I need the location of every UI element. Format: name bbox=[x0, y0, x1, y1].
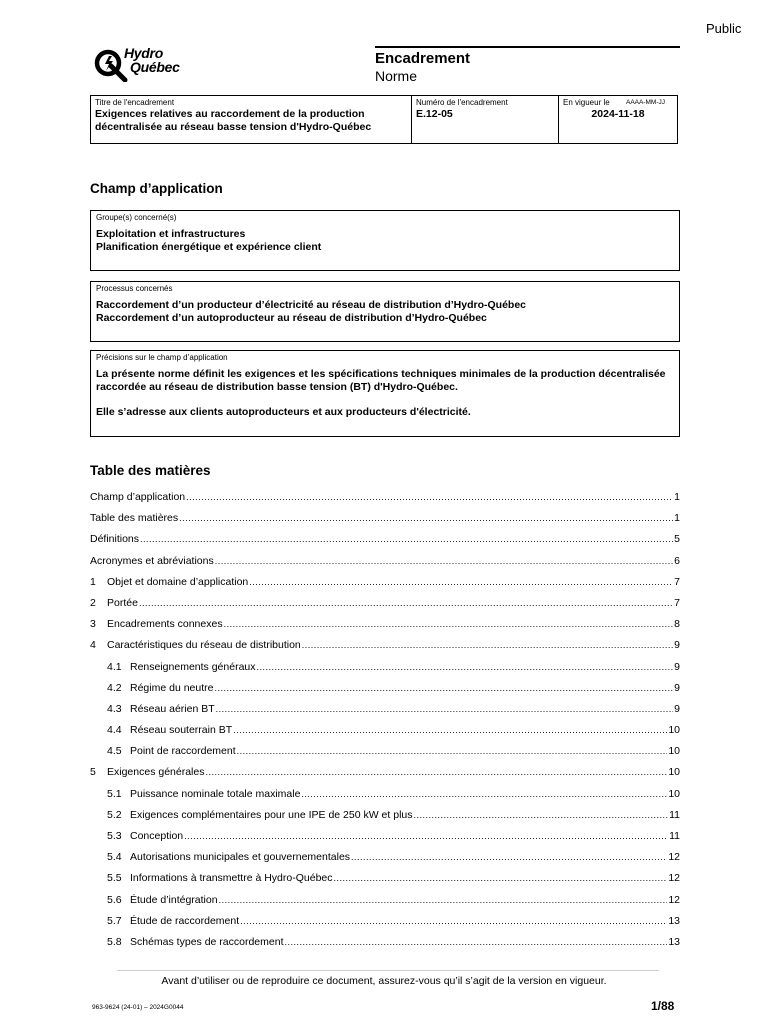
toc-entry[interactable] bbox=[90, 661, 680, 682]
toc-leader-dots bbox=[334, 872, 668, 884]
toc-entry[interactable] bbox=[90, 830, 680, 851]
toc-entry-number: 4.1 bbox=[107, 660, 122, 673]
toc-entry-page: 12 bbox=[668, 893, 680, 906]
toc-entry-number: 5.5 bbox=[107, 872, 122, 885]
toc-entry-page: 1 bbox=[674, 512, 680, 525]
toc-entry-number: 5.7 bbox=[107, 914, 122, 927]
toc-entry-number: 5 bbox=[90, 766, 96, 779]
document-type bbox=[375, 46, 680, 85]
toc-entry-title: Exigences générales bbox=[107, 766, 205, 779]
document-info-table bbox=[90, 95, 678, 144]
table-of-contents bbox=[90, 491, 680, 957]
groups-box bbox=[90, 210, 680, 271]
title-cell bbox=[91, 96, 412, 144]
toc-leader-dots bbox=[205, 766, 667, 778]
toc-entry-number: 4.3 bbox=[107, 702, 122, 715]
details-label: Précisions sur le champ d’application bbox=[96, 353, 228, 362]
toc-entry-page: 13 bbox=[668, 935, 680, 948]
toc-entry-number: 3 bbox=[90, 618, 96, 631]
number-value: E.12-05 bbox=[416, 108, 453, 120]
toc-entry-number: 4.2 bbox=[107, 681, 122, 694]
toc-entry[interactable] bbox=[90, 491, 680, 512]
effective-date: 2024-11-18 bbox=[591, 108, 645, 120]
toc-entry-page: 10 bbox=[668, 787, 680, 800]
classification-label: Public bbox=[706, 21, 742, 36]
toc-entry-page: 7 bbox=[674, 596, 680, 609]
doc-type-title: Encadrement bbox=[375, 50, 471, 67]
toc-leader-dots bbox=[216, 703, 674, 715]
toc-leader-dots bbox=[351, 851, 667, 863]
effective-date-cell bbox=[559, 96, 678, 144]
toc-entry-title: Portée bbox=[107, 596, 138, 609]
title-value: Exigences relatives au raccordement de la production décentralisée au réseau basse tension d'Hydro-Québec bbox=[95, 108, 372, 133]
toc-leader-dots bbox=[257, 661, 674, 673]
logo-line-1: Hydro bbox=[124, 45, 163, 61]
toc-entry[interactable] bbox=[90, 936, 680, 957]
toc-entry-number: 2 bbox=[90, 596, 96, 609]
toc-leader-dots bbox=[233, 724, 667, 736]
toc-entry[interactable] bbox=[90, 766, 680, 787]
date-format: AAAA-MM-JJ bbox=[626, 99, 665, 106]
toc-leader-dots bbox=[249, 576, 673, 588]
toc-entry-page: 10 bbox=[668, 766, 680, 779]
toc-entry-number: 1 bbox=[90, 575, 96, 588]
toc-leader-dots bbox=[302, 639, 673, 651]
toc-entry-page: 13 bbox=[668, 914, 680, 927]
toc-entry-title: Réseau souterrain BT bbox=[130, 724, 233, 737]
toc-entry-page: 9 bbox=[674, 660, 680, 673]
toc-entry-number: 5.4 bbox=[107, 851, 122, 864]
toc-heading: Table des matières bbox=[90, 463, 211, 478]
effective-label: En vigueur le bbox=[563, 98, 610, 107]
toc-entry-number: 4.5 bbox=[107, 745, 122, 758]
toc-entry-page: 1 bbox=[674, 491, 680, 503]
toc-leader-dots bbox=[179, 512, 673, 524]
doc-subtype: Norme bbox=[375, 68, 418, 84]
number-label: Numéro de l'encadrement bbox=[416, 98, 508, 107]
footer-divider bbox=[117, 970, 659, 971]
page-number: 1/88 bbox=[651, 999, 675, 1013]
toc-entry-number: 5.1 bbox=[107, 787, 122, 800]
toc-entry-title: Réseau aérien BT bbox=[130, 702, 215, 715]
toc-entry-page: 9 bbox=[674, 681, 680, 694]
toc-entry[interactable] bbox=[90, 851, 680, 872]
details-paragraph: Elle s’adresse aux clients autoproducteurs et aux producteurs d'électricité. bbox=[96, 406, 471, 418]
toc-entry-title: Table des matières bbox=[90, 512, 179, 525]
process-item: Raccordement d’un autoproducteur au réseau de distribution d’Hydro-Québec bbox=[96, 312, 487, 324]
toc-entry[interactable] bbox=[90, 576, 680, 597]
toc-leader-dots bbox=[139, 597, 673, 609]
toc-entry-page: 9 bbox=[674, 639, 680, 652]
toc-leader-dots bbox=[214, 682, 673, 694]
toc-leader-dots bbox=[184, 830, 668, 842]
toc-entry-page: 11 bbox=[669, 808, 680, 821]
toc-entry-title: Exigences complémentaires pour une IPE de 250 kW et plus bbox=[130, 808, 413, 821]
toc-entry-page: 8 bbox=[674, 618, 680, 631]
toc-leader-dots bbox=[140, 533, 673, 545]
toc-entry[interactable] bbox=[90, 533, 680, 554]
toc-entry-title: Objet et domaine d’application bbox=[107, 575, 249, 588]
toc-entry-number: 4.4 bbox=[107, 724, 122, 737]
toc-entry-title: Étude de raccordement bbox=[130, 914, 240, 927]
toc-leader-dots bbox=[237, 745, 668, 757]
toc-leader-dots bbox=[186, 491, 673, 503]
hydro-quebec-logo bbox=[94, 44, 204, 84]
toc-entry-page: 10 bbox=[668, 745, 680, 758]
toc-entry-page: 11 bbox=[669, 830, 680, 842]
toc-entry[interactable] bbox=[90, 597, 680, 618]
details-paragraph: La présente norme définit les exigences et les spécifications techniques minimales de la production décentralisée raccordée au réseau de distribution basse tension (BT) d'Hydro-Québec. bbox=[96, 368, 666, 393]
toc-entry[interactable] bbox=[90, 745, 680, 766]
toc-entry-title: Schémas types de raccordement bbox=[130, 935, 284, 948]
toc-entry-number: 5.2 bbox=[107, 808, 122, 821]
toc-entry-title: Informations à transmettre à Hydro-Québec bbox=[130, 872, 333, 885]
toc-leader-dots bbox=[219, 894, 668, 906]
toc-entry-title: Encadrements connexes bbox=[107, 618, 223, 631]
toc-leader-dots bbox=[414, 809, 669, 821]
toc-entry-title: Régime du neutre bbox=[130, 681, 214, 694]
toc-entry[interactable] bbox=[90, 724, 680, 745]
toc-entry-title: Conception bbox=[130, 830, 184, 842]
toc-entry-number: 4 bbox=[90, 639, 96, 652]
process-item: Raccordement d’un producteur d’électricité au réseau de distribution d’Hydro-Québec bbox=[96, 299, 526, 311]
logo-line-2: Québec bbox=[130, 59, 180, 75]
toc-entry[interactable] bbox=[90, 555, 680, 576]
footer-note: Avant d’utiliser ou de reproduire ce document, assurez-vous qu’il s’agit de la version en vigueur. bbox=[161, 975, 607, 987]
scope-heading: Champ d’application bbox=[90, 181, 223, 196]
toc-entry-title: Autorisations municipales et gouvernementales bbox=[130, 851, 351, 864]
toc-leader-dots bbox=[224, 618, 674, 630]
toc-entry[interactable] bbox=[90, 788, 680, 809]
processes-label: Processus concernés bbox=[96, 284, 173, 293]
toc-entry[interactable] bbox=[90, 703, 680, 724]
toc-entry[interactable] bbox=[90, 894, 680, 915]
toc-entry-page: 9 bbox=[674, 702, 680, 715]
toc-leader-dots bbox=[215, 555, 673, 567]
toc-leader-dots bbox=[301, 788, 667, 800]
toc-entry-title: Caractéristiques du réseau de distribution bbox=[107, 639, 301, 652]
toc-entry-title: Étude d’intégration bbox=[130, 893, 218, 906]
toc-leader-dots bbox=[285, 936, 668, 948]
groups-label: Groupe(s) concerné(s) bbox=[96, 213, 177, 222]
toc-leader-dots bbox=[240, 915, 667, 927]
toc-entry-title: Champ d’application bbox=[90, 491, 186, 503]
details-box bbox=[90, 350, 680, 437]
toc-entry-page: 10 bbox=[668, 724, 680, 737]
toc-entry[interactable] bbox=[90, 872, 680, 893]
toc-entry[interactable] bbox=[90, 682, 680, 703]
toc-entry-page: 5 bbox=[674, 533, 680, 546]
toc-entry-number: 5.3 bbox=[107, 830, 122, 842]
title-label: Titre de l'encadrement bbox=[95, 98, 175, 107]
toc-entry-title: Définitions bbox=[90, 533, 140, 546]
toc-entry[interactable] bbox=[90, 809, 680, 830]
toc-entry-number: 5.8 bbox=[107, 935, 122, 948]
form-code: 963-9624 (24-01) – 2024G0044 bbox=[92, 1004, 184, 1011]
processes-box bbox=[90, 281, 680, 342]
number-cell bbox=[412, 96, 559, 144]
toc-entry-title: Point de raccordement bbox=[130, 745, 236, 758]
toc-entry-page: 6 bbox=[674, 554, 680, 567]
toc-entry-title: Renseignements généraux bbox=[130, 660, 256, 673]
toc-entry-title: Puissance nominale totale maximale bbox=[130, 787, 301, 800]
group-item: Planification énergétique et expérience client bbox=[96, 241, 322, 253]
toc-entry-page: 12 bbox=[668, 872, 680, 885]
group-item: Exploitation et infrastructures bbox=[96, 228, 246, 240]
toc-entry[interactable] bbox=[90, 512, 680, 533]
hydro-quebec-q-icon bbox=[94, 46, 128, 82]
toc-entry-page: 12 bbox=[668, 851, 680, 864]
toc-entry[interactable] bbox=[90, 618, 680, 639]
toc-entry-page: 7 bbox=[674, 575, 680, 588]
toc-entry-title: Acronymes et abréviations bbox=[90, 554, 214, 567]
toc-entry[interactable] bbox=[90, 915, 680, 936]
toc-entry[interactable] bbox=[90, 639, 680, 660]
toc-entry-number: 5.6 bbox=[107, 893, 122, 906]
